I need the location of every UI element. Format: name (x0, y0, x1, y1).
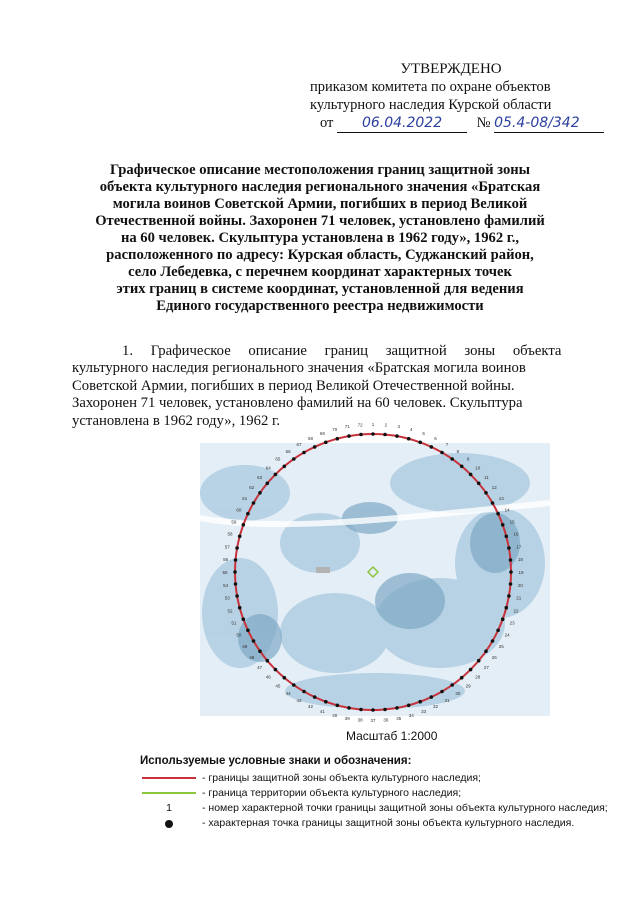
zone-point-number: 23 (509, 620, 515, 626)
zone-point (233, 570, 237, 574)
zone-point (505, 535, 509, 539)
zone-point-number: 63 (257, 474, 263, 480)
zone-point-number: 64 (265, 465, 271, 471)
zone-point (313, 445, 317, 449)
zone-point (266, 482, 270, 486)
zone-point (496, 629, 500, 633)
zone-point-number: 14 (504, 507, 510, 513)
zone-point (347, 434, 351, 438)
zone-point-number: 43 (296, 698, 302, 704)
paragraph-line: 1. Графическое описание границ защитной зоны объекта (122, 343, 562, 359)
zone-point-number: 46 (265, 674, 271, 680)
zone-point (460, 465, 464, 469)
zone-point-number: 57 (224, 544, 230, 550)
zone-point-number: 26 (491, 654, 497, 660)
zone-point-number: 20 (517, 582, 523, 588)
zone-point (313, 695, 317, 699)
zone-point-number: 50 (236, 632, 242, 638)
zone-point (501, 523, 505, 527)
zone-point (450, 457, 454, 461)
zone-point (238, 535, 242, 539)
zone-point-number: 38 (357, 717, 363, 723)
zone-point-number: 55 (222, 570, 228, 575)
zone-point-number: 41 (319, 709, 325, 715)
zone-point-number: 15 (509, 519, 515, 525)
zone-point-number: 7 (445, 441, 449, 447)
zone-point-number: 4 (410, 427, 413, 432)
zone-point-number: 34 (408, 713, 414, 718)
zone-map-svg (200, 422, 550, 723)
green-line-symbol (140, 786, 198, 801)
zone-point (496, 512, 500, 516)
approval-line-1: приказом комитета по охране объектов (310, 79, 551, 95)
approval-number-value: 05.4-08/342 (494, 115, 580, 131)
zone-point (242, 523, 246, 527)
zone-point-number: 3 (397, 424, 400, 430)
zone-point-number: 54 (223, 582, 229, 588)
zone-point (252, 501, 256, 505)
zone-point (292, 457, 296, 461)
zone-point-number: 40 (332, 713, 338, 718)
zone-point-number: 27 (483, 665, 489, 671)
zone-point (359, 708, 363, 712)
zone-point (234, 558, 238, 562)
zone-point-number: 29 (465, 683, 471, 689)
zone-point-number: 71 (344, 424, 350, 430)
zone-point-number: 10 (475, 465, 481, 471)
zone-point (246, 512, 250, 516)
zone-point (252, 639, 256, 643)
zone-point (371, 432, 375, 436)
zone-point (505, 606, 509, 610)
building (316, 567, 330, 573)
point-number-symbol: 1 (166, 802, 172, 814)
zone-point (491, 501, 495, 505)
zone-point-number: 22 (513, 608, 519, 614)
zone-point (242, 617, 246, 621)
map-legend (140, 755, 608, 831)
zone-point-number: 53 (224, 595, 230, 601)
zone-point (258, 491, 262, 495)
zone-point (460, 676, 464, 680)
zone-point-number: 69 (319, 430, 325, 436)
title-line: на 60 человек. Скульптура установлена в 1962 году», 1962 г., (120, 230, 520, 246)
from-prefix: от (320, 115, 334, 131)
zone-point-number: 58 (227, 531, 233, 537)
zone-point-number: 35 (396, 715, 402, 721)
zone-point (395, 434, 399, 438)
zone-point (509, 558, 513, 562)
approval-heading: УТВЕРЖДЕНО (400, 61, 502, 77)
approval-block (310, 60, 610, 133)
zone-point (450, 683, 454, 687)
approval-number (494, 114, 604, 133)
zone-point-number: 1 (371, 422, 375, 427)
zone-point-number: 16 (513, 531, 519, 537)
zone-point (509, 582, 513, 586)
zone-point (491, 639, 495, 643)
title-line: Единого государственного реестра недвижимости (156, 298, 484, 314)
point-dot-symbol (140, 816, 198, 831)
title-line: объекта культурного наследия регионального значения «Братская (99, 179, 541, 195)
zone-point (501, 617, 505, 621)
legend-item-text: - номер характерной точки границы защитной зоны объекта культурного наследия; (202, 802, 608, 814)
title-line: Графическое описание местоположения границ защитной зоны (109, 162, 531, 178)
zone-point (235, 546, 239, 550)
zone-point-number: 60 (236, 507, 242, 513)
zone-point-number: 31 (444, 698, 450, 704)
legend-item-territory-border (140, 786, 580, 801)
zone-point (336, 704, 340, 708)
zone-point (407, 704, 411, 708)
zone-point (283, 676, 287, 680)
zone-point (266, 659, 270, 663)
zone-point-number: 24 (504, 632, 510, 638)
zone-point (440, 451, 444, 455)
zone-point (283, 465, 287, 469)
title-line: могила воинов Советской Армии, погибших в период Великой (112, 196, 528, 212)
zone-point (430, 695, 434, 699)
zone-point (383, 433, 387, 437)
zone-point (258, 649, 262, 653)
zone-point-number: 62 (249, 485, 255, 491)
zone-point (359, 433, 363, 437)
red-line-symbol (140, 771, 198, 786)
title-line: этих границ в системе координат, установленной для ведения (116, 281, 524, 297)
zone-point-number: 49 (242, 644, 248, 649)
approval-line-2: культурного наследия Курской области (310, 97, 552, 113)
zone-point-number: 56 (223, 557, 229, 563)
legend-item-point (140, 816, 580, 831)
zone-point-number: 47 (257, 665, 263, 671)
legend-item-text: - границы защитной зоны объекта культурного наследия; (202, 772, 481, 784)
document-title (70, 162, 570, 315)
approval-date (337, 114, 467, 133)
legend-heading: Используемые условные знаки и обозначения: (140, 755, 412, 767)
zone-point (347, 706, 351, 710)
section-1-paragraph (72, 343, 572, 430)
title-line: расположенного по адресу: Курская область, Суджанский район, (106, 247, 534, 263)
zone-point (418, 700, 422, 704)
paragraph-line: культурного наследия регионального значения «Братская могила воинов (72, 360, 526, 377)
zone-point-number: 13 (498, 496, 504, 501)
zone-point (336, 437, 340, 441)
legend-item-text: - граница территории объекта культурного наследия; (202, 787, 462, 799)
zone-point (383, 708, 387, 712)
zone-point-number: 8 (456, 448, 460, 454)
zone-point-number: 42 (307, 704, 314, 710)
zone-point (302, 690, 306, 694)
zone-point (238, 606, 242, 610)
zone-point (274, 473, 278, 477)
zone-point-number: 45 (275, 683, 281, 689)
zone-point (477, 659, 481, 663)
zone-point (507, 546, 511, 550)
zone-point (430, 445, 434, 449)
zone-point-number: 25 (498, 644, 504, 649)
zone-point (274, 668, 278, 672)
zone-point-number: 19 (518, 570, 524, 575)
zone-point-number: 36 (383, 717, 389, 723)
zone-point (292, 683, 296, 687)
number-prefix: № (476, 115, 491, 131)
zone-point-number: 37 (370, 718, 376, 723)
paragraph-line: установлена в 1962 году», 1962 г. (72, 412, 281, 429)
zone-point-number: 11 (484, 474, 489, 480)
zone-point-number: 30 (455, 691, 461, 697)
zone-point-number: 17 (516, 544, 522, 550)
zone-point (484, 649, 488, 653)
zone-point-number: 52 (227, 608, 233, 614)
zone-point (407, 437, 411, 441)
zone-point (302, 451, 306, 455)
zone-point-number: 18 (517, 557, 523, 563)
zone-point-number: 28 (475, 674, 481, 680)
zone-point-number: 59 (231, 519, 237, 525)
zone-point (418, 441, 422, 445)
legend-item-point-number (140, 801, 608, 816)
zone-point-number: 2 (384, 422, 388, 428)
zone-map (200, 422, 550, 723)
zone-point (469, 473, 473, 477)
title-line: Отечественной войны. Захоронен 71 человек, установлено фамилий (95, 213, 545, 229)
map-scale: Масштаб 1:2000 (346, 729, 438, 743)
approval-order-line (320, 114, 610, 133)
zone-point-number: 5 (422, 430, 425, 436)
zone-point (234, 582, 238, 586)
zone-point-number: 44 (285, 691, 291, 697)
paragraph-line: Советской Армии, погибших в период Великой Отечественной войны. (72, 377, 515, 394)
zone-point-number: 61 (242, 496, 248, 501)
legend-item-zone-border (140, 771, 580, 786)
zone-point-number: 72 (357, 422, 363, 428)
zone-point-number: 66 (285, 448, 291, 454)
zone-point (509, 570, 513, 574)
zone-point-number: 12 (491, 485, 497, 491)
zone-point-number: 21 (516, 595, 522, 601)
zone-point-number: 32 (432, 704, 439, 710)
zone-point (469, 668, 473, 672)
zone-point-number: 70 (332, 427, 338, 432)
zone-point-number: 33 (421, 709, 427, 715)
zone-point-number: 65 (275, 456, 281, 462)
zone-point-number: 39 (344, 715, 350, 721)
zone-point (324, 441, 328, 445)
approval-date-value: 06.04.2022 (361, 115, 443, 131)
zone-point (371, 708, 375, 712)
zone-point (235, 594, 239, 598)
zone-point-number: 6 (434, 435, 437, 441)
zone-point (484, 491, 488, 495)
zone-point-number: 67 (296, 441, 302, 447)
zone-point (507, 594, 511, 598)
zone-point (477, 482, 481, 486)
zone-point (395, 706, 399, 710)
zone-point (440, 690, 444, 694)
legend-item-text: - характерная точка границы защитной зоны объекта культурного наследия. (202, 817, 575, 829)
zone-point (324, 700, 328, 704)
zone-point (246, 629, 250, 633)
zone-point-number: 51 (231, 620, 237, 626)
title-line: село Лебедевка, с перечнем координат характерных точек (128, 264, 512, 280)
zone-point-number: 48 (249, 654, 255, 660)
zone-point-number: 9 (466, 456, 470, 462)
paragraph-line: Захоронен 71 человек, установлено фамилий на 60 человек. Скульптура (72, 395, 523, 412)
zone-point-number: 68 (307, 435, 314, 441)
